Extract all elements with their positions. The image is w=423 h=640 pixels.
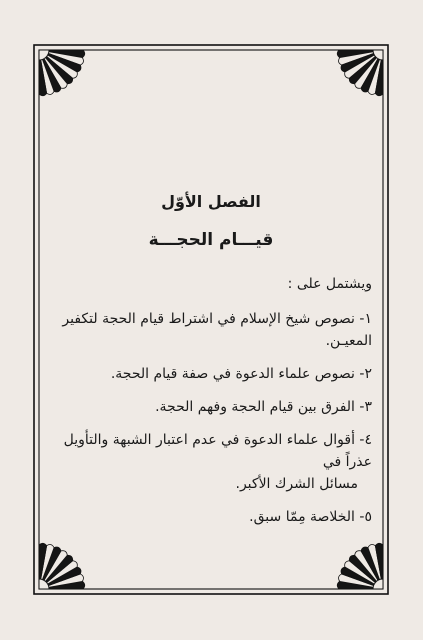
list-item bbox=[48, 363, 374, 385]
item-text: نصوص شيخ الإسلام في اشتراط قيام الحجة لتكفير المعيـن. bbox=[62, 311, 372, 349]
corner-fan-ornament bbox=[39, 50, 85, 96]
item-text: نصوص علماء الدعوة في صفة قيام الحجة. bbox=[110, 366, 355, 382]
corner-fan-ornament bbox=[337, 543, 383, 589]
item-text: الفرق بين قيام الحجة وفهم الحجة. bbox=[155, 399, 355, 415]
list-item bbox=[48, 308, 374, 352]
item-text: الخلاصة مِمّا سبق. bbox=[249, 509, 355, 525]
corner-fan-ornament bbox=[39, 543, 85, 589]
item-number: ٥- bbox=[359, 509, 372, 525]
item-number: ١- bbox=[359, 311, 372, 327]
item-text: أقوال علماء الدعوة في عدم اعتبار الشبهة والتأويل عذراً في bbox=[63, 432, 372, 470]
corner-fan-ornament bbox=[337, 50, 383, 96]
item-text-continuation: مسائل الشرك الأكبر. bbox=[235, 476, 358, 492]
topic-list bbox=[48, 308, 374, 528]
item-number: ٣- bbox=[359, 399, 372, 415]
list-item bbox=[48, 506, 374, 528]
chapter-label: الفصل الأوّل bbox=[161, 192, 261, 211]
list-item bbox=[48, 396, 374, 418]
item-number: ٤- bbox=[359, 432, 372, 448]
chapter-contents bbox=[48, 192, 374, 539]
chapter-title: قيـــام الحجـــة bbox=[148, 230, 274, 250]
list-item bbox=[48, 429, 374, 495]
item-number: ٢- bbox=[359, 366, 372, 382]
intro-text: ويشتمل على : bbox=[287, 276, 372, 292]
